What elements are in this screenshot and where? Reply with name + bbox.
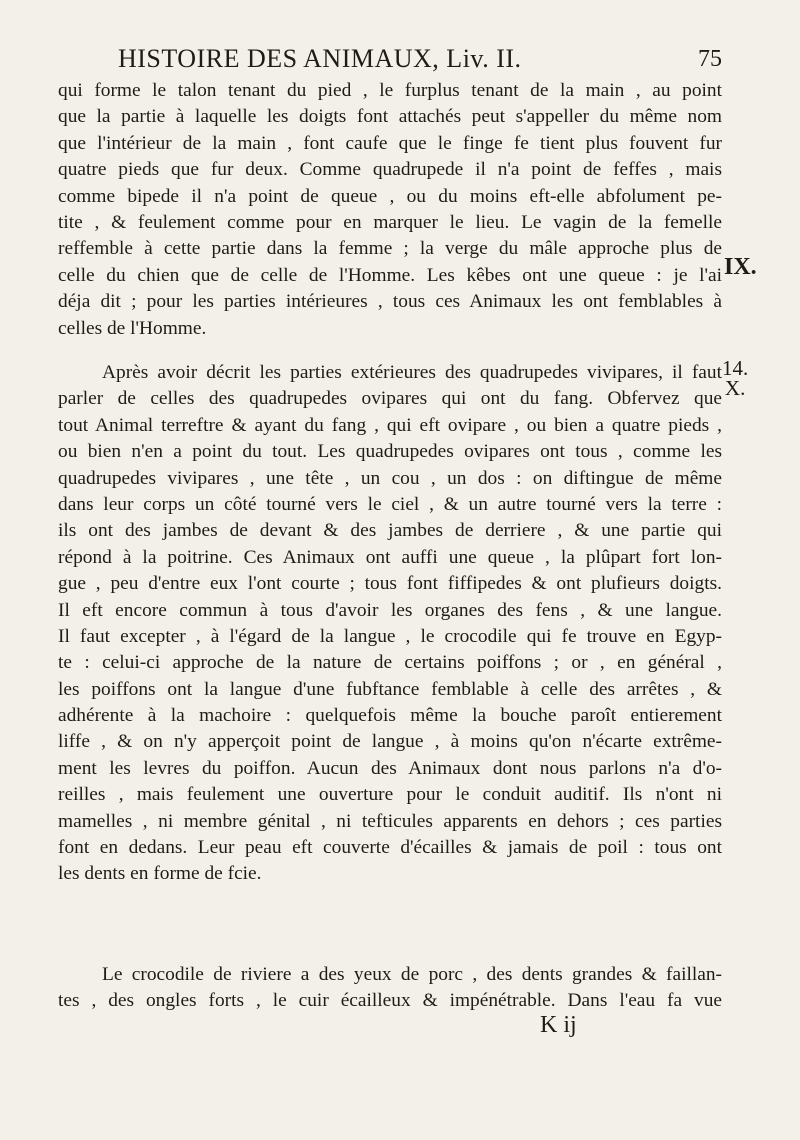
text-line: ment les levres du poiffon. Aucun des Animaux dont nous parlons n'a d'o- bbox=[58, 757, 722, 779]
margin-note-xiv bbox=[722, 358, 748, 398]
text-line: quatre pieds que fur deux. Comme quadrupede il n'a point de feffes , mais bbox=[58, 159, 722, 181]
text-line: adhérente à la machoire : quelquefois même la bouche paroît entierement bbox=[58, 705, 722, 727]
text-line: comme bipede il n'a point de queue , ou du moins eft-elle abfolument pe- bbox=[58, 185, 722, 207]
margin-note-ix: IX. bbox=[724, 254, 757, 280]
signature-mark: K ij bbox=[540, 1012, 577, 1038]
text-line: ils ont des jambes de devant & des jambes de derriere , & une partie qui bbox=[58, 520, 722, 542]
text-line: dans leur corps un côté tourné vers le ciel , & un autre tourné vers la terre : bbox=[58, 493, 722, 515]
text-line: celle du chien que de celle de l'Homme. Les kêbes ont une queue : je l'ai bbox=[58, 264, 722, 286]
page-number: 75 bbox=[698, 46, 722, 72]
text-line: Il faut excepter , à l'égard de la langue , le crocodile qui fe trouve en Egyp- bbox=[58, 625, 722, 647]
text-line: gue , peu d'entre eux l'ont courte ; tous font fiffipedes & ont plufieurs doigts. bbox=[58, 573, 722, 595]
paragraph-3 bbox=[58, 962, 722, 1015]
margin-note-roman: X. bbox=[724, 376, 746, 400]
text-line: quadrupedes vivipares , une tête , un cou , un dos : on diftingue de même bbox=[58, 467, 722, 489]
text-line: reilles , mais feulement une ouverture pour le conduit auditif. Ils n'ont ni bbox=[58, 784, 722, 806]
text-line: liffe , & on n'y apperçoit point de langue , à moins qu'on n'écarte extrême- bbox=[58, 731, 722, 753]
text-line: reffemble à cette partie dans la femme ; la verge du mâle approche plus de bbox=[58, 238, 722, 260]
text-line: parler de celles des quadrupedes ovipares qui ont du fang. Obfervez que bbox=[58, 388, 722, 410]
text-line: qui forme le talon tenant du pied , le furplus tenant de la main , au point bbox=[58, 80, 722, 101]
text-line: tout Animal terreftre & ayant du fang , qui eft ovipare , ou bien a quatre pieds , bbox=[58, 414, 722, 436]
text-line: les dents en forme de fcie. bbox=[58, 863, 262, 885]
text-line: que la partie à laquelle les doigts font attachés peut s'appeller du même nom bbox=[58, 106, 722, 128]
text-line: les poiffons ont la langue d'une fubftance femblable à celle des arrêtes , & bbox=[58, 678, 722, 700]
running-head: HISTOIRE DES ANIMAUX, Liv. II. bbox=[118, 44, 522, 73]
text-line: tite , & feulement comme pour en marquer le lieu. Le vagin de la femelle bbox=[58, 211, 722, 233]
text-line: font en dedans. Leur peau eft couverte d'écailles & jamais de poil : tous ont bbox=[58, 837, 722, 859]
text-line: Il eft encore commun à tous d'avoir les organes des fens , & une langue. bbox=[58, 599, 722, 621]
paragraph-2 bbox=[58, 360, 722, 888]
text-line: Après avoir décrit les parties extérieures des quadrupedes vivipares, il faut bbox=[102, 362, 722, 383]
paragraph-1 bbox=[58, 78, 722, 342]
text-line: répond à la poitrine. Ces Animaux ont auffi une queue , la plûpart fort lon- bbox=[58, 546, 722, 568]
text-line: déja dit ; pour les parties intérieures , tous ces Animaux les ont femblables à bbox=[58, 291, 722, 313]
text-line: celles de l'Homme. bbox=[58, 317, 207, 339]
text-line: mamelles , ni membre génital , ni tefticules apparents en dehors ; ces parties bbox=[58, 810, 722, 832]
margin-note-number: 14. bbox=[722, 356, 749, 380]
text-line: Le crocodile de riviere a des yeux de porc , des dents grandes & faillan- bbox=[102, 964, 722, 985]
text-line: que l'intérieur de la main , font caufe que le finge fe tient plus fouvent fur bbox=[58, 132, 722, 154]
text-line: tes , des ongles forts , le cuir écailleux & impénétrable. Dans l'eau fa vue bbox=[58, 990, 722, 1012]
text-line: ou bien n'en a point du tout. Les quadrupedes ovipares ont tous , comme les bbox=[58, 441, 722, 463]
text-line: te : celui-ci approche de la nature de certains poiffons ; or , en général , bbox=[58, 652, 722, 674]
